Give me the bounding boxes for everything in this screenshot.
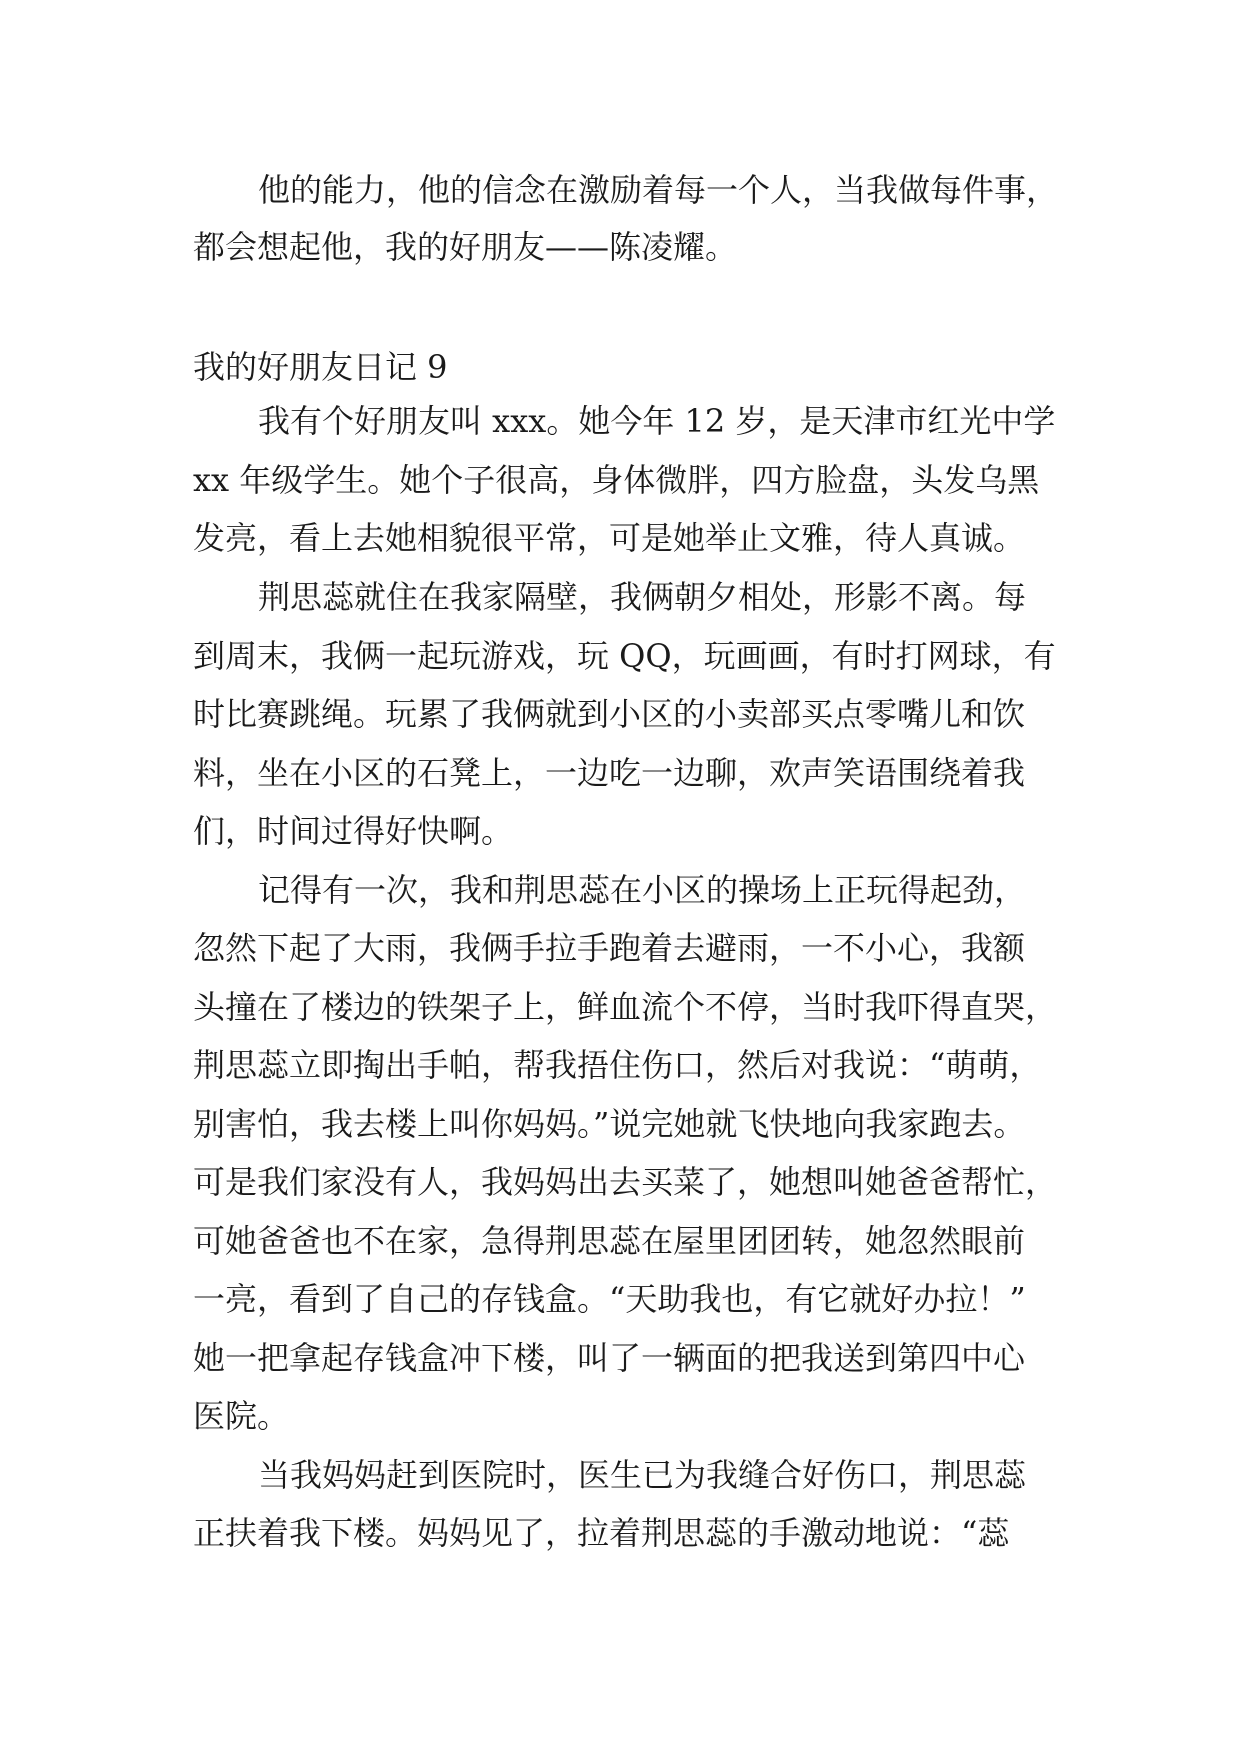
paragraph-line: 别害怕，我去楼上叫你妈妈。”说完她就飞快地向我家跑去。 [193,1105,1026,1143]
paragraph-line: 一亮，看到了自己的存钱盒。“天助我也，有它就好办拉！” [193,1280,1026,1318]
paragraph-line: xx 年级学生。她个子很高，身体微胖，四方脸盘，头发乌黑 [193,461,1040,499]
paragraph-line: 时比赛跳绳。玩累了我俩就到小区的小卖部买点零嘴儿和饮 [193,695,1026,733]
paragraph-line: 医院。 [193,1397,290,1435]
paragraph-line: 当我妈妈赶到医院时，医生已为我缝合好伤口，荆思蕊 [258,1456,1027,1494]
paragraph-line: 正扶着我下楼。妈妈见了，拉着荆思蕊的手激动地说：“蕊 [193,1514,1010,1552]
paragraph-line: 可她爸爸也不在家，急得荆思蕊在屋里团团转，她忽然眼前 [193,1222,1026,1260]
paragraph-line: 发亮，看上去她相貌很平常，可是她举止文雅，待人真诚。 [193,519,1026,557]
paragraph-line: 忽然下起了大雨，我俩手拉手跑着去避雨，一不小心，我额 [193,929,1026,967]
paragraph-line: 记得有一次，我和荆思蕊在小区的操场上正玩得起劲， [258,871,1027,909]
paragraph-line: 荆思蕊就住在我家隔壁，我俩朝夕相处，形影不离。每 [258,578,1027,616]
section-title: 我的好朋友日记 9 [193,348,448,386]
paragraph-line: 我有个好朋友叫 xxx。她今年 12 岁，是天津市红光中学 [258,402,1056,440]
paragraph-line: 可是我们家没有人，我妈妈出去买菜了，她想叫她爸爸帮忙， [193,1163,1058,1201]
paragraph-line: 荆思蕊立即掏出手帕，帮我捂住伤口，然后对我说：“萌萌， [193,1046,1042,1084]
paragraph-line: 到周末，我俩一起玩游戏，玩 QQ，玩画画，有时打网球，有 [193,637,1056,675]
paragraph-line: 料，坐在小区的石凳上，一边吃一边聊，欢声笑语围绕着我 [193,754,1026,792]
paragraph-line: 她一把拿起存钱盒冲下楼，叫了一辆面的把我送到第四中心 [193,1339,1026,1377]
paragraph-line: 都会想起他，我的好朋友——陈凌耀。 [193,228,738,266]
paragraph-line: 头撞在了楼边的铁架子上，鲜血流个不停，当时我吓得直哭， [193,988,1058,1026]
paragraph-line: 他的能力，他的信念在激励着每一个人，当我做每件事， [258,171,1059,209]
paragraph-line: 们，时间过得好快啊。 [193,812,514,850]
